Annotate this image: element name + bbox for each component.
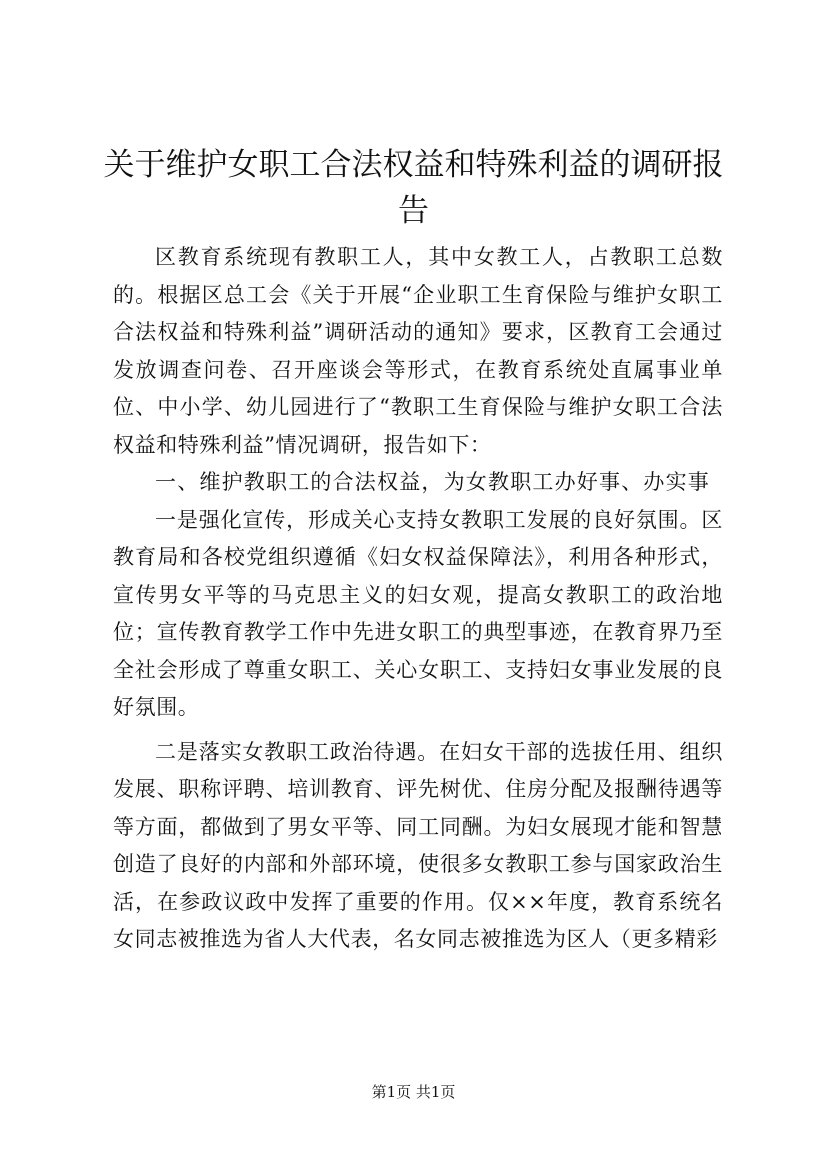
page-footer: 第1页 共1页: [371, 1083, 456, 1101]
document-body: [113, 239, 723, 959]
paragraph-intro: 区教育系统现有教职工人，其中女教工人，占教职工总数的。根据区总工会《关于开展“企业职工生育保险与维护女职工合法权益和特殊利益”调研活动的通知》要求，区教育工会通过发放调查问卷、召开座谈会等形式，在教育系统处直属事业单位、中小学、幼儿园进行了“教职工生育保险与维护女职工合法权益和特殊利益”情况调研，报告如下：: [113, 245, 723, 457]
paragraph-point-two: 二是落实女教职工政治待遇。在妇女干部的选拔任用、组织发展、职称评聘、培训教育、评先树优、住房分配及报酬待遇等等方面，都做到了男女平等、同工同酬。为妇女展现才能和智慧创造了良好的内部和外部环境，使很多女教职工参与国家政治生活，在参政议政中发挥了重要的作用。仅××年度，教育系统名女同志被推选为省人大代表，名女同志被推选为区人（更多精彩: [113, 739, 723, 951]
section-heading: 一、维护教职工的合法权益，为女教职工办好事、办实事: [155, 470, 710, 494]
document-title: 关于维护女职工合法权益和特殊利益的调研报告: [103, 147, 724, 229]
paragraph-point-one: 一是强化宣传，形成关心支持女教职工发展的良好氛围。区教育局和各校党组织遵循《妇女权益保障法》，利用各种形式，宣传男女平等的马克思主义的妇女观，提高女教职工的政治地位；宣传教育教学工作中先进女职工的典型事迹，在教育界乃至全社会形成了尊重女职工、关心女职工、支持妇女事业发展的良好氛围。: [113, 507, 723, 719]
